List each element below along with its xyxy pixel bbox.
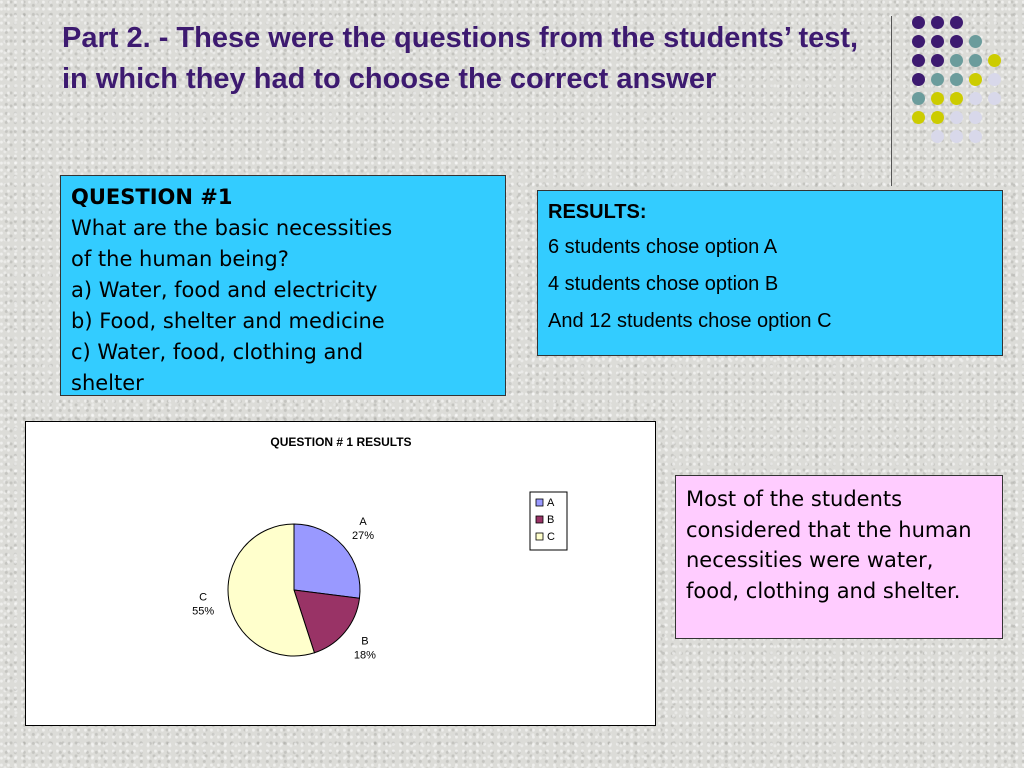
answer-option-c-continued: shelter — [71, 371, 144, 395]
decorative-dot — [969, 35, 982, 48]
question-heading: QUESTION #1 — [71, 185, 233, 209]
pie-chart-panel — [25, 421, 656, 726]
conclusion-text: Most of the students considered that the human necessities were water, food, clothing and shelter. — [686, 487, 972, 603]
slice-category-label: B — [361, 635, 369, 648]
chart-title: QUESTION # 1 RESULTS — [270, 435, 412, 449]
legend-swatch — [536, 533, 543, 540]
decorative-dot — [969, 54, 982, 67]
decorative-dot — [950, 16, 963, 29]
divider-line — [891, 16, 892, 186]
decorative-dot — [988, 92, 1001, 105]
decorative-dot — [931, 54, 944, 67]
legend-label: B — [547, 514, 555, 526]
result-line-c: And 12 students chose option C — [548, 310, 832, 332]
decorative-dot — [988, 73, 1001, 86]
answer-option-a: a) Water, food and electricity — [71, 278, 378, 302]
decorative-dot — [950, 92, 963, 105]
result-line-b: 4 students chose option B — [548, 273, 779, 295]
decorative-dot — [969, 73, 982, 86]
decorative-dot — [950, 73, 963, 86]
slice-percent-label: 18% — [353, 649, 376, 662]
decorative-dot — [912, 92, 925, 105]
slice-category-label: A — [359, 516, 367, 529]
decorative-dot — [912, 16, 925, 29]
decorative-dot — [931, 73, 944, 86]
decorative-dot — [969, 111, 982, 124]
legend-label: A — [547, 497, 555, 509]
decorative-dot — [950, 35, 963, 48]
slice-category-label: C — [199, 591, 208, 604]
legend-swatch — [536, 499, 543, 506]
decorative-dot — [912, 73, 925, 86]
slide-title: Part 2. - These were the questions from the students’ test, in which they had to choose the correct answer — [62, 22, 859, 95]
decorative-dot — [931, 111, 944, 124]
pie-slice-a — [294, 524, 360, 598]
decorative-dot — [931, 16, 944, 29]
decorative-dot — [969, 92, 982, 105]
decorative-dot — [931, 130, 944, 143]
slice-percent-label: 55% — [192, 605, 215, 618]
decorative-dot — [912, 54, 925, 67]
question-box — [60, 175, 506, 396]
decorative-dot — [931, 35, 944, 48]
legend-swatch — [536, 516, 543, 523]
decorative-dot — [912, 35, 925, 48]
pie-chart — [26, 422, 655, 725]
question-line: of the human being? — [71, 247, 289, 271]
results-heading: RESULTS: — [548, 201, 647, 223]
decorative-dot — [912, 111, 925, 124]
decorative-dot — [988, 54, 1001, 67]
answer-option-c: c) Water, food, clothing and — [71, 340, 364, 364]
decorative-dot — [931, 92, 944, 105]
question-line: What are the basic necessities — [71, 216, 393, 240]
decorative-dot — [950, 130, 963, 143]
results-box — [537, 190, 1003, 356]
decorative-dot — [950, 54, 963, 67]
slice-percent-label: 27% — [351, 530, 375, 543]
decorative-dot — [969, 130, 982, 143]
decorative-dot — [950, 111, 963, 124]
legend-label: C — [547, 531, 555, 543]
conclusion-box — [675, 475, 1003, 639]
answer-option-b: b) Food, shelter and medicine — [71, 309, 385, 333]
result-line-a: 6 students chose option A — [548, 236, 778, 258]
chart-legend — [530, 492, 567, 550]
